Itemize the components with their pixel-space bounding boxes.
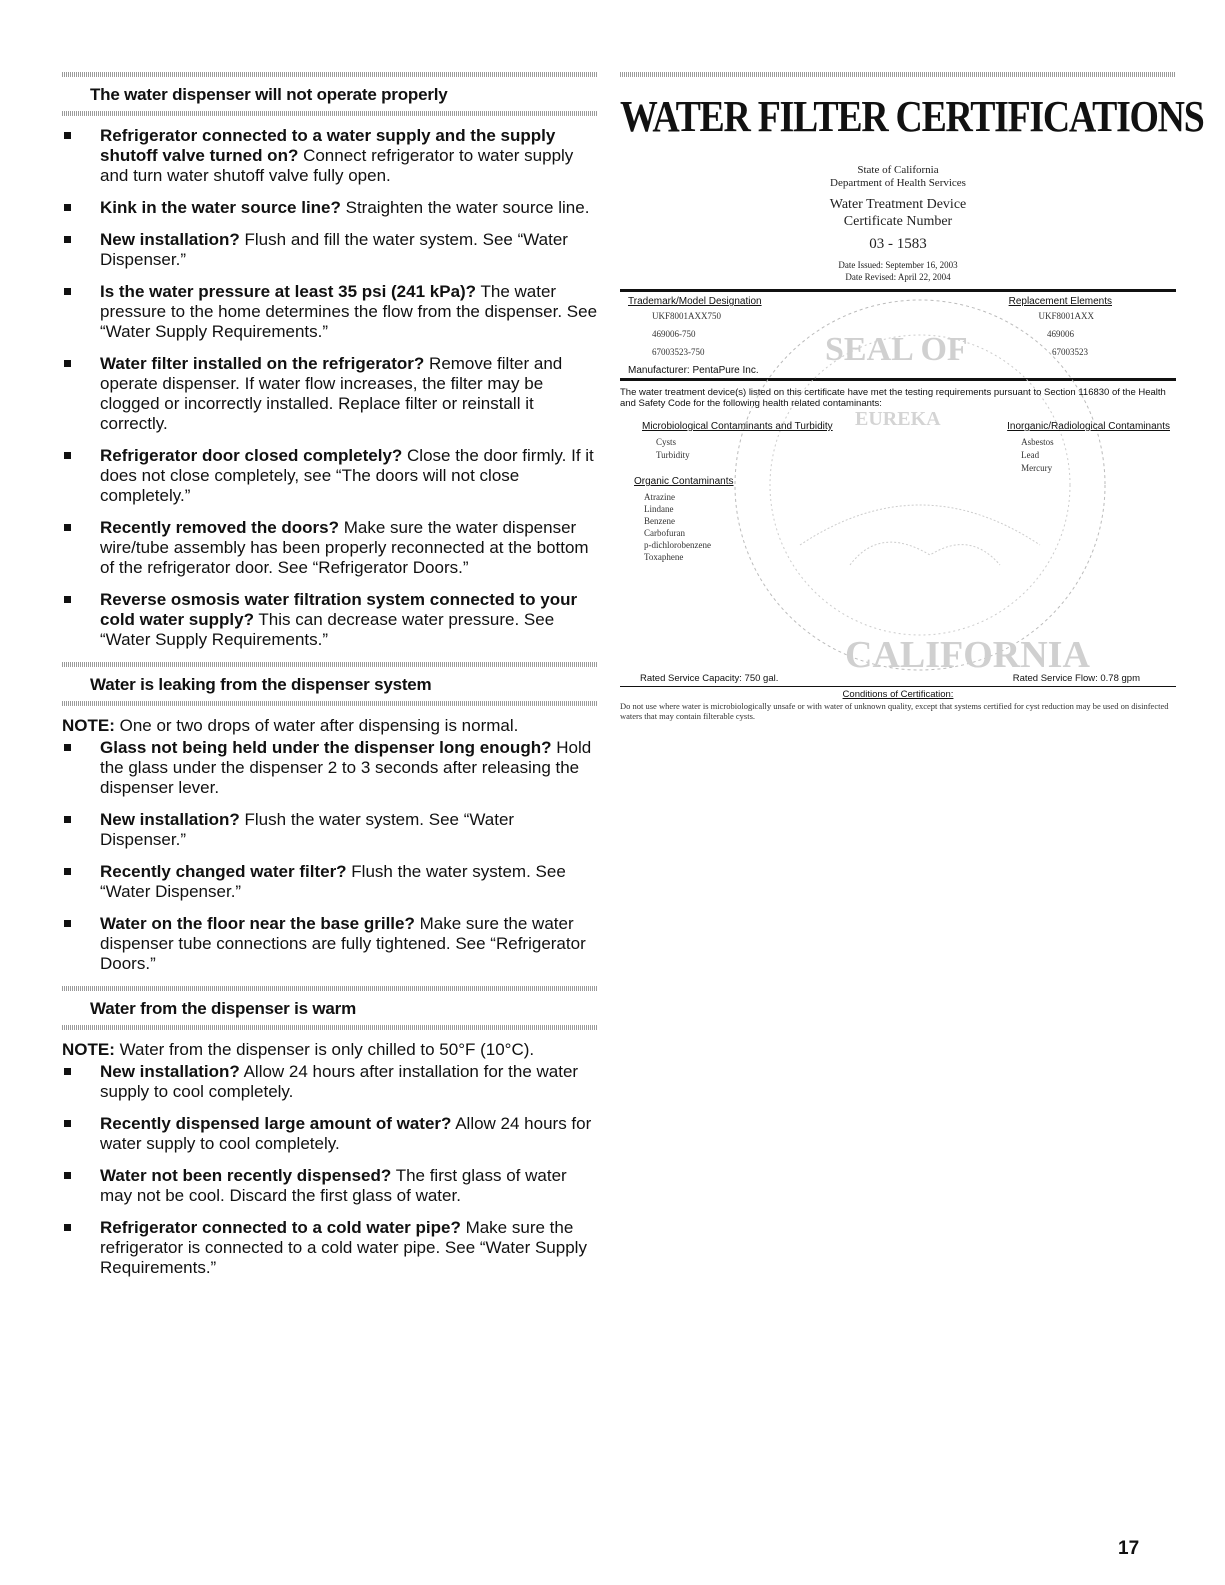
list-item	[62, 1166, 598, 1206]
item-answer: Allow 24 hours after installation for the water supply to cool completely.	[100, 1062, 579, 1101]
contaminant-item: Carbofuran	[644, 528, 685, 538]
rated-capacity: Rated Service Capacity: 750 gal.	[640, 673, 779, 684]
item-answer: Connect refrigerator to water supply and turn water shutoff valve fully open.	[100, 146, 574, 185]
model-label: Trademark/Model Designation	[628, 296, 762, 307]
item-question: Recently changed water filter?	[100, 862, 347, 881]
model-header-row	[628, 296, 1168, 307]
list-item	[62, 862, 598, 902]
date-revised: Date Revised: April 22, 2004	[845, 272, 951, 282]
model-designation: 469006-750	[652, 329, 696, 339]
replacement-element: 67003523	[1052, 347, 1088, 357]
section-heading: Water is leaking from the dispenser system	[90, 675, 432, 694]
item-answer: The first glass of water may not be cool. Discard the first glass of water.	[100, 1166, 567, 1205]
inorganic-list	[1007, 436, 1170, 475]
troubleshooting-column	[62, 72, 598, 1290]
item-question: Recently dispensed large amount of water?	[100, 1114, 452, 1133]
item-question: Glass not being held under the dispenser long enough?	[100, 738, 552, 757]
replacement-element: UKF8001AXX	[1038, 311, 1094, 321]
item-answer: Allow 24 hours for water supply to cool completely.	[100, 1114, 592, 1153]
model-table	[620, 292, 1176, 378]
contaminant-item: Turbidity	[656, 450, 690, 460]
list-item	[62, 230, 598, 270]
item-answer: Make sure the refrigerator is connected to a cold water pipe. See “Water Supply Requirements.”	[100, 1218, 587, 1277]
contaminant-item: Lindane	[644, 504, 674, 514]
section-water-warm	[62, 986, 598, 1278]
seal-bottom-text: CALIFORNIA	[845, 634, 1090, 675]
note-text: Water from the dispenser is only chilled to 50°F (10°C).	[114, 1040, 535, 1059]
list-item	[62, 914, 598, 974]
list-item	[62, 590, 598, 650]
section-dispenser-not-operating	[62, 72, 598, 650]
model-row	[628, 347, 1168, 357]
list-item	[62, 198, 598, 218]
conditions-text: Do not use where water is microbiologically unsafe or with water of unknown quality, except that systems certified for cyst reduction may be used on disinfected waters that may contain filterable cysts.	[620, 701, 1169, 721]
item-question: Refrigerator connected to a cold water pipe?	[100, 1218, 461, 1237]
list-item	[62, 810, 598, 850]
device-label: Water Treatment Device	[829, 197, 967, 212]
item-question: Is the water pressure at least 35 psi (241 kPa)?	[100, 282, 477, 301]
contaminant-item: p-dichlorobenzene	[644, 540, 711, 550]
seal-eureka: EUREKA	[855, 408, 941, 430]
item-answer: Flush and fill the water system. See “Water Dispenser.”	[100, 230, 568, 269]
department-name: Department of Health Services	[830, 177, 966, 189]
item-question: New installation?	[100, 810, 240, 829]
item-answer: Flush the water system. See “Water Dispenser.”	[100, 810, 515, 849]
conditions-label: Conditions of Certification:	[842, 689, 954, 700]
list-item	[62, 354, 598, 434]
item-answer: Straighten the water source line.	[340, 198, 590, 217]
list-item	[62, 1062, 598, 1102]
contaminant-item: Cysts	[656, 437, 677, 447]
organic-list	[642, 491, 833, 563]
section-heading: The water dispenser will not operate properly	[90, 85, 448, 104]
contaminant-item: Benzene	[644, 516, 675, 526]
item-answer: This can decrease water pressure. See “Water Supply Requirements.”	[100, 610, 555, 649]
section-bottom-rule	[62, 701, 598, 706]
contaminant-item: Toxaphene	[644, 552, 684, 562]
list-item	[62, 1114, 598, 1154]
certifications-column	[620, 72, 1204, 721]
model-designation: 67003523-750	[652, 347, 705, 357]
contaminant-item: Asbestos	[1021, 437, 1054, 447]
state-name: State of California	[857, 164, 939, 176]
item-answer: Hold the glass under the dispenser 2 to 3 seconds after releasing the dispenser lever.	[100, 738, 592, 797]
item-question: New installation?	[100, 230, 240, 249]
bullet-list	[62, 126, 598, 650]
section-note	[62, 1040, 598, 1060]
bullet-list	[62, 1062, 598, 1278]
item-answer: Make sure the water dispenser wire/tube assembly has been properly reconnected at the bottom of the refrigerator door. See “Refrigerator Doors.”	[100, 518, 589, 577]
contaminant-item: Mercury	[1021, 463, 1053, 473]
item-question: Refrigerator door closed completely?	[100, 446, 403, 465]
replacement-label: Replacement Elements	[1008, 296, 1112, 307]
contaminants-table	[620, 409, 1176, 671]
section-note	[62, 716, 598, 736]
model-row	[628, 311, 1168, 321]
cert-number: 03 - 1583	[869, 236, 927, 252]
date-issued: Date Issued: September 16, 2003	[838, 260, 958, 270]
note-label: NOTE:	[62, 716, 115, 735]
contaminants-right	[1007, 421, 1170, 671]
item-question: Reverse osmosis water filtration system connected to your cold water supply?	[100, 590, 578, 629]
replacement-element: 469006	[1047, 329, 1074, 339]
contaminants-left	[634, 421, 833, 671]
page-title: WATER FILTER CERTIFICATIONS	[620, 92, 1204, 141]
item-answer: The water pressure to the home determines the flow from the dispenser. See “Water Supply Requirements.”	[100, 282, 598, 341]
bullet-list	[62, 738, 598, 974]
item-question: Water filter installed on the refrigerator?	[100, 354, 425, 373]
list-item	[62, 126, 598, 186]
page-number: 17	[1118, 1538, 1140, 1559]
contaminant-item: Atrazine	[644, 492, 675, 502]
cert-number-label: Certificate Number	[843, 214, 953, 229]
organic-label: Organic Contaminants	[634, 476, 734, 487]
item-question: New installation?	[100, 1062, 240, 1081]
list-item	[62, 518, 598, 578]
micro-label: Microbiological Contaminants and Turbidity	[642, 421, 833, 432]
section-dispenser-leaking	[62, 662, 598, 974]
certificate-body	[620, 289, 1176, 721]
item-question: Recently removed the doors?	[100, 518, 340, 537]
note-label: NOTE:	[62, 1040, 115, 1059]
item-answer: Flush the water system. See “Water Dispenser.”	[100, 862, 566, 901]
section-bottom-rule	[62, 1025, 598, 1030]
item-question: Refrigerator connected to a water supply and the supply shutoff valve turned on?	[100, 126, 556, 165]
list-item	[62, 282, 598, 342]
section-bottom-rule	[62, 111, 598, 116]
model-row	[628, 329, 1168, 339]
item-question: Water on the floor near the base grille?	[100, 914, 415, 933]
item-answer: Remove filter and operate dispenser. If water flow increases, the filter may be clogged or incorrectly installed. Replace filter or reinstall it correctly.	[100, 354, 563, 433]
model-designation: UKF8001AXX750	[652, 311, 722, 321]
column-top-rule	[620, 72, 1176, 77]
rule-thin	[620, 686, 1176, 687]
manufacturer: Manufacturer: PentaPure Inc.	[628, 365, 759, 376]
micro-list	[642, 436, 833, 462]
item-answer: Make sure the water dispenser tube connections are fully tightened. See “Refrigerator Doors.”	[100, 914, 586, 973]
rated-flow: Rated Service Flow: 0.78 gpm	[1012, 673, 1140, 684]
item-answer: Close the door firmly. If it does not close completely, see “The doors will not close completely.”	[100, 446, 594, 505]
list-item	[62, 1218, 598, 1278]
section-heading: Water from the dispenser is warm	[90, 999, 356, 1018]
list-item	[62, 738, 598, 798]
item-question: Kink in the water source line?	[100, 198, 341, 217]
service-ratings	[620, 673, 1176, 684]
note-text: One or two drops of water after dispensing is normal.	[114, 716, 519, 735]
item-question: Water not been recently dispensed?	[100, 1166, 392, 1185]
certificate-header	[620, 164, 1176, 283]
contaminant-item: Lead	[1021, 450, 1040, 460]
certification-statement: The water treatment device(s) listed on this certificate have met the testing requirements pursuant to Section 116830 of the Health and Safety Code for the following health related contaminants:	[620, 387, 1166, 409]
seal-top-text: SEAL OF	[825, 331, 968, 368]
list-item	[62, 446, 598, 506]
inorganic-label: Inorganic/Radiological Contaminants	[1007, 421, 1170, 432]
